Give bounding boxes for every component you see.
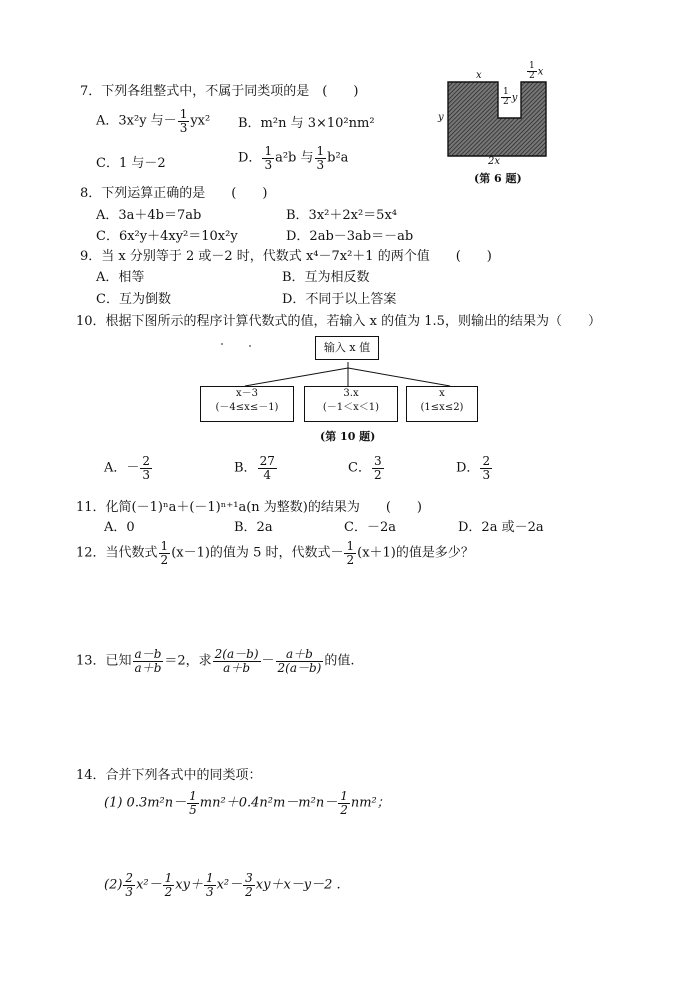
q9-option-b: B．互为相反数 bbox=[282, 270, 370, 285]
shaded-shape bbox=[448, 82, 546, 156]
fraction: $\frac{1}{3}$ bbox=[316, 144, 325, 172]
q8-option-c: C．6x²y＋4xy²＝10x²y bbox=[96, 229, 238, 244]
q11-option-d: D．2a 或－2a bbox=[458, 520, 544, 535]
q10-option-d: D． $\frac{2}{3}$ bbox=[456, 454, 491, 482]
q9-stem: 9．当 x 分别等于 2 或－2 时，代数式 x⁴－7x²＋1 的两个值 ( ) bbox=[80, 249, 492, 264]
q8-option-a: A．3a＋4b＝7ab bbox=[96, 208, 202, 223]
figure-6-caption: (第 6 题) bbox=[474, 172, 522, 185]
figure-6-label-x: x bbox=[476, 70, 482, 81]
q7-option-b: B．m²n 与 3×10²nm² bbox=[238, 116, 375, 131]
q12-text: 12．当代数式 $\frac{1}{2}$ (x－1)的值为 5 时，代数式－ $\frac{1}{2}$ (x＋1)的值是多少？ bbox=[76, 539, 474, 567]
q7-option-d: D． $\frac{1}{3}$ a²b 与 $\frac{1}{3}$ b²a bbox=[238, 144, 349, 172]
q9-option-c: C．互为倒数 bbox=[96, 292, 171, 307]
figure-6-label-half-y: $\frac{1}{2}$ y bbox=[503, 87, 518, 108]
q7-stem: 7．下列各组整式中，不属于同类项的是 ( ) bbox=[80, 84, 359, 99]
q11-option-b: B．2a bbox=[234, 520, 273, 535]
flowchart-branch-1: x－3 (－4≤x≤－1) bbox=[200, 386, 294, 422]
q14-part-2: (2) $\frac{2}{3}$ x²－ $\frac{1}{2}$ xy＋ $\frac{1}{3}$ x²－ $\frac{3}{2}$ xy＋x－y－2 . bbox=[104, 871, 341, 899]
q11-option-a: A．0 bbox=[104, 520, 135, 535]
q8-option-b: B．3x²＋2x²＝5x⁴ bbox=[286, 208, 397, 223]
q9-option-d: D．不同于以上答案 bbox=[282, 292, 397, 307]
q10-stem: 10．根据下图所示的程序计算代数式的值，若输入 x 的值为 1.5，则输出的结果为（ ） bbox=[76, 314, 601, 329]
figure-6-diagram bbox=[428, 60, 568, 188]
q8-stem: 8．下列运算正确的是 ( ) bbox=[80, 186, 268, 201]
q11-stem: 11．化简(－1)ⁿa＋(－1)ⁿ⁺¹a(n 为整数)的结果为 ( ) bbox=[76, 500, 422, 515]
fraction: $\frac{1}{3}$ bbox=[179, 107, 188, 135]
flowchart-caption: (第 10 题) bbox=[320, 430, 376, 443]
flowchart-branch-3: x (1≤x≤2) bbox=[406, 386, 478, 422]
q10-option-c: C． $\frac{3}{2}$ bbox=[348, 454, 382, 482]
q13-text: 13．已知 $\frac{a-b}{a+b}$ ＝2，求 $\frac{2(a-b)}{a+b}$ － $\frac{a+b}{2(a-b)}$ 的值. bbox=[76, 647, 355, 675]
q7-option-c: C．1 与－2 bbox=[96, 156, 166, 171]
q9-option-a: A．相等 bbox=[96, 270, 145, 285]
flowchart-input-box: 输入 x 值 bbox=[315, 336, 379, 360]
figure-6-label-y: y bbox=[438, 112, 444, 123]
q10-option-a: A．－ $\frac{2}{3}$ bbox=[104, 454, 151, 482]
figure-6 bbox=[428, 60, 568, 188]
q14-stem: 14．合并下列各式中的同类项： bbox=[76, 768, 262, 783]
q11-option-c: C．－2a bbox=[344, 520, 396, 535]
q8-option-d: D．2ab－3ab＝－ab bbox=[286, 229, 414, 244]
flowchart-branch-2: 3.x (－1＜x＜1) bbox=[304, 386, 398, 422]
figure-6-label-half-x: $\frac{1}{2}$ x bbox=[529, 61, 544, 82]
figure-6-label-2x: 2x bbox=[488, 156, 501, 167]
q14-part-1: (1) 0.3m²n－ $\frac{1}{5}$ mn²＋0.4n²m－m²n－ $\frac{1}{2}$ nm²； bbox=[104, 789, 390, 817]
q7-option-a: A．3x²y 与－ $\frac{1}{3}$ yx² bbox=[96, 107, 211, 135]
fraction: $\frac{1}{3}$ bbox=[264, 144, 273, 172]
q10-option-b: B． $\frac{27}{4}$ bbox=[234, 454, 275, 482]
